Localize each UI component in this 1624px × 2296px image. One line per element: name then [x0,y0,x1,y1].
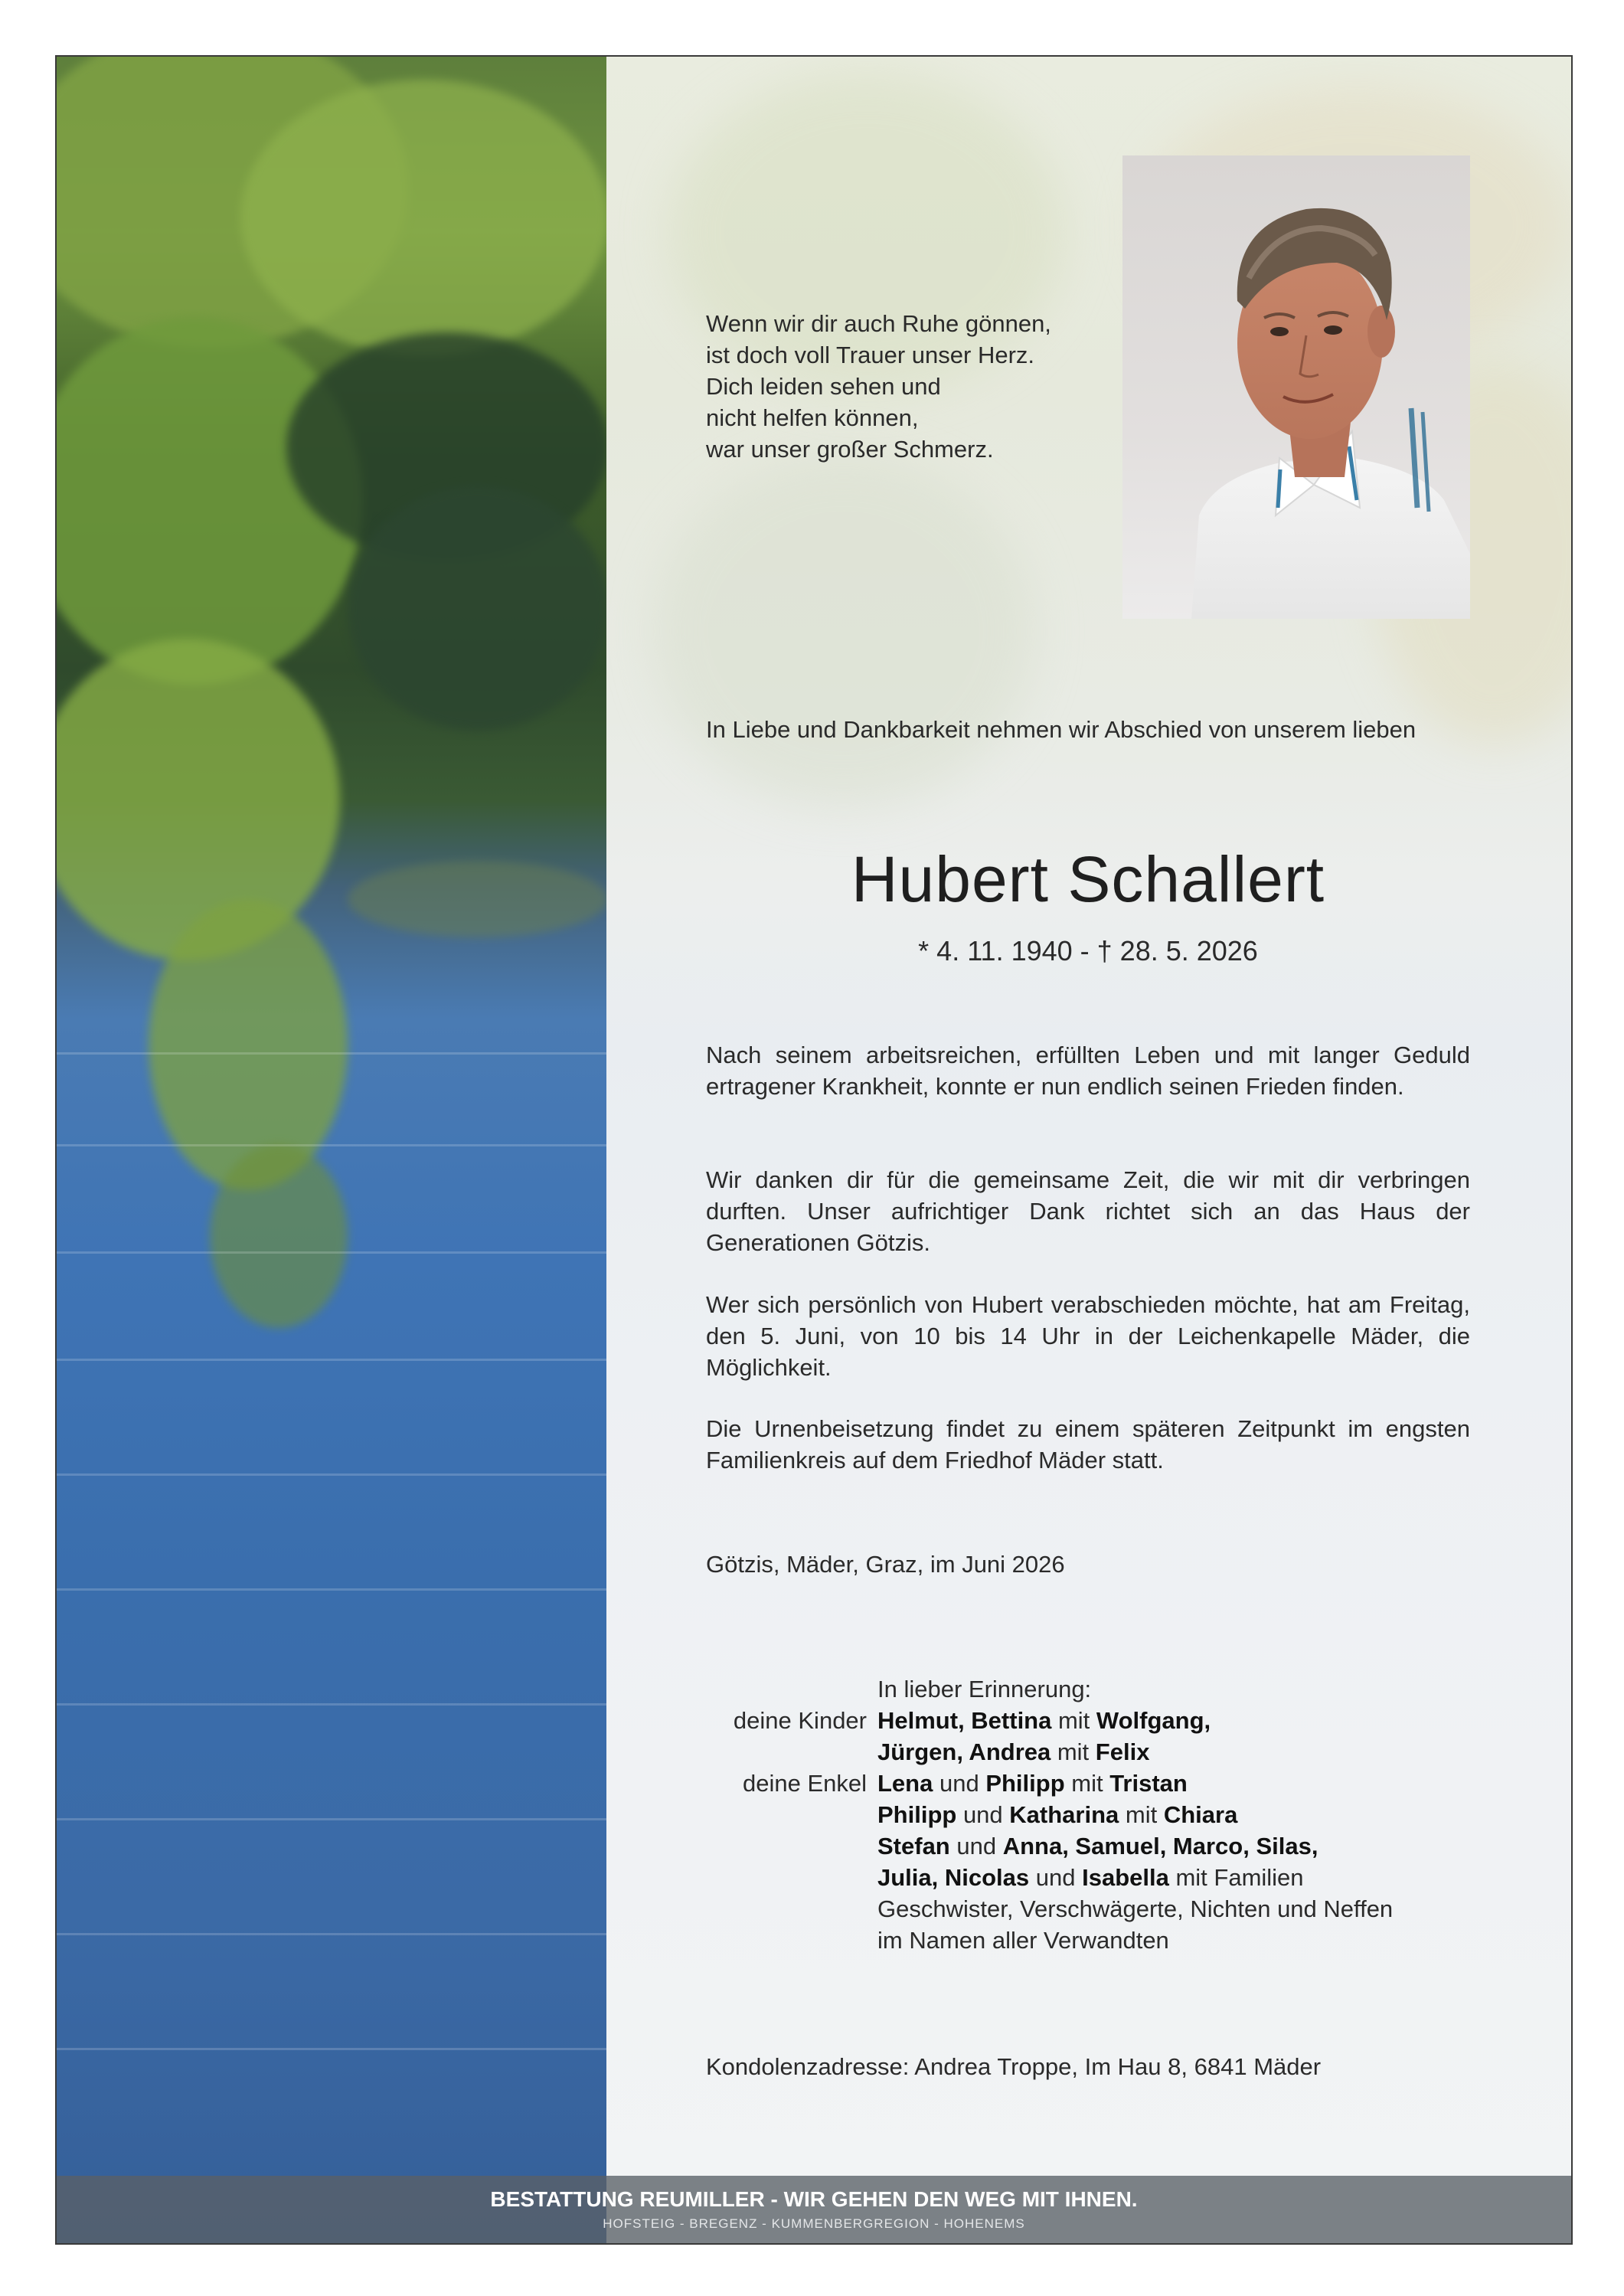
footer-slogan: BESTATTUNG REUMILLER - WIR GEHEN DEN WEG MIT IHNEN. [490,2187,1138,2211]
portrait-illustration [1122,155,1470,619]
family-heading-row [706,1673,1472,1705]
condolence-address: Kondolenzadresse: Andrea Troppe, Im Hau 8, 6841 Mäder [706,2053,1322,2080]
place-date: Götzis, Mäder, Graz, im Juni 2026 [706,1551,1065,1578]
poem-line: ist doch voll Trauer unser Herz. [706,342,1035,368]
footer-locations: HOFSTEIG - BREGENZ - KUMMENBERGREGION - HOHENEMS [603,2216,1025,2231]
paragraph-thanks: Wir danken dir für die gemeinsame Zeit, die wir mit dir verbringen durften. Unser aufrichtiger Dank richtet sich an das Haus der Generationen Götzis. [706,1166,1470,1256]
others-line: Geschwister, Verschwägerte, Nichten und Neffen [877,1895,1394,1922]
family-kinder-row [706,1705,1472,1768]
enkel-line: Stefan und Anna, Samuel, Marco, Silas, [877,1833,1318,1859]
poem-line: Dich leiden sehen und [706,373,941,400]
enkel-line: Philipp und Katharina mit Chiara [877,1801,1238,1828]
enkel-line: Lena und Philipp mit Tristan [877,1770,1188,1797]
poem [706,308,1104,465]
enkel-label: deine Enkel [742,1770,867,1797]
poem-line: nicht helfen können, [706,404,919,431]
lake-foliage-photo [57,57,606,2243]
paragraph-farewell: Wer sich persönlich von Hubert verabschieden möchte, hat am Freitag, den 5. Juni, von 10 bis 14 Uhr in der Leichenkapelle Mäder, die Möglichkeit. [706,1291,1470,1381]
life-dates: * 4. 11. 1940 - † 28. 5. 2026 [918,935,1258,966]
deceased-name: Hubert Schallert [851,843,1325,915]
paragraph-life: Nach seinem arbeitsreichen, erfüllten Leben und mit langer Geduld ertragener Krankheit, konnte er nun endlich seinen Frieden finden. [706,1042,1470,1100]
kinder-line: Jürgen, Andrea mit Felix [877,1738,1150,1765]
intro-text: In Liebe und Dankbarkeit nehmen wir Abschied von unserem lieben [706,716,1417,743]
family-enkel-row [706,1768,1472,1956]
poem-line: war unser großer Schmerz. [706,436,994,463]
kinder-line: Helmut, Bettina mit Wolfgang, [877,1707,1211,1734]
paragraph-burial: Die Urnenbeisetzung findet zu einem späteren Zeitpunkt im engsten Familienkreis auf dem Friedhof Mäder statt. [706,1415,1470,1473]
poem-line: Wenn wir dir auch Ruhe gönnen, [706,310,1051,337]
family-section [706,1673,1472,1956]
portrait-photo [1122,155,1470,619]
footer-wrap [57,2176,1571,2243]
others-line: im Namen aller Verwandten [877,1927,1169,1954]
kinder-label: deine Kinder [733,1707,867,1734]
footer-bar [57,2176,1571,2243]
enkel-line: Julia, Nicolas und Isabella mit Familien [877,1864,1304,1891]
family-heading: In lieber Erinnerung: [877,1676,1092,1702]
